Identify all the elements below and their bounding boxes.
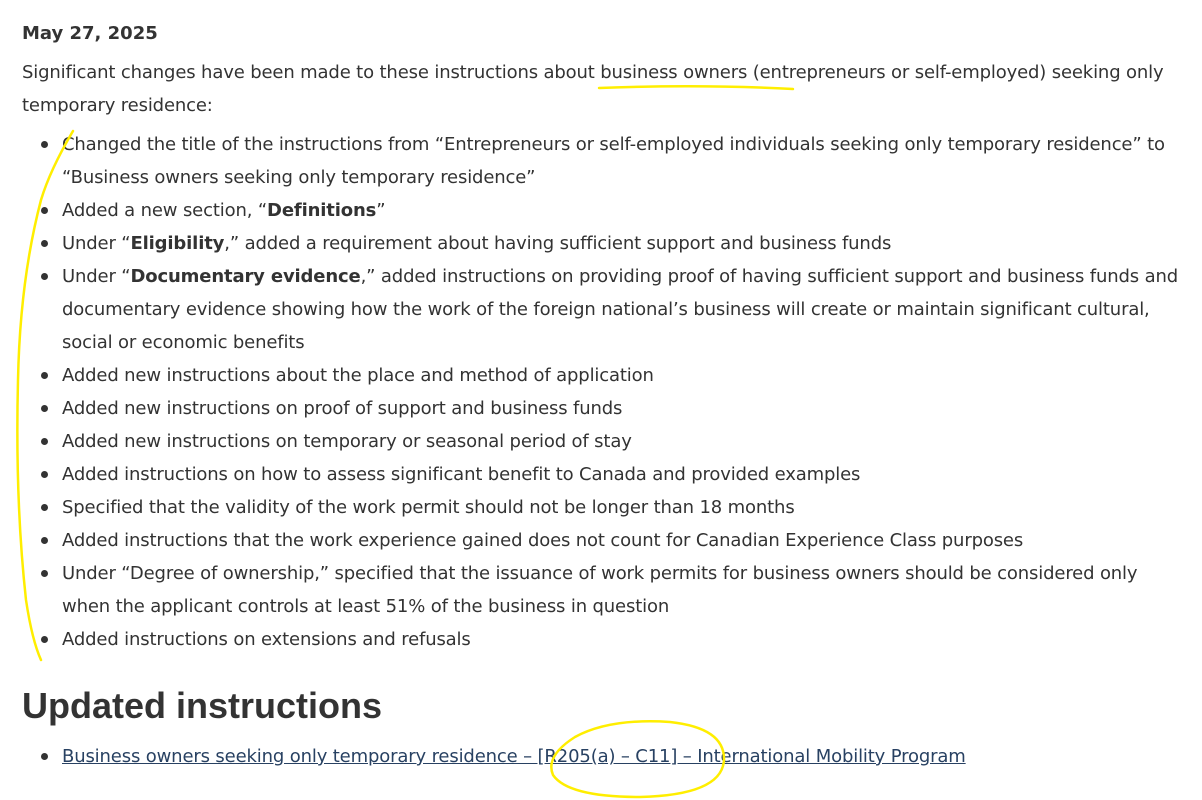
list-item: Under “Eligibility,” added a requirement about having sufficient support and business funds — [62, 227, 1182, 260]
list-item: Under “Degree of ownership,” specified that the issuance of work permits for business owners should be considered only when the applicant controls at least 51% of the business in question — [62, 557, 1182, 623]
list-item: Added new instructions about the place and method of application — [62, 359, 1182, 392]
list-item: Changed the title of the instructions from “Entrepreneurs or self-employed individuals seeking only temporary residence” to “Business owners seeking only temporary residence” — [62, 128, 1182, 194]
list-item: Added a new section, “Definitions” — [62, 194, 1182, 227]
publication-date: May 27, 2025 — [22, 23, 158, 44]
list-item: Specified that the validity of the work permit should not be longer than 18 months — [62, 491, 1182, 524]
intro-paragraph: Significant changes have been made to these instructions about business owners (entrepreneurs or self-employed) seeking only temporary residence: — [22, 62, 1164, 116]
updated-instructions-list — [22, 740, 1182, 773]
list-item: Added instructions on extensions and refusals — [62, 623, 1182, 656]
page-content — [22, 16, 1182, 773]
list-item: Added new instructions on proof of support and business funds — [62, 392, 1182, 425]
updated-instructions-heading: Updated instructions — [22, 685, 383, 726]
changes-list — [22, 128, 1182, 656]
list-item: Added new instructions on temporary or seasonal period of stay — [62, 425, 1182, 458]
list-item: Under “Documentary evidence,” added instructions on providing proof of having sufficient support and business funds and documentary evidence showing how the work of the foreign national’s business will create or maintain significant cultural, social or economic benefits — [62, 260, 1182, 359]
instructions-link[interactable]: Business owners seeking only temporary residence – [R205(a) – C11] – International Mobility Program — [62, 746, 966, 767]
list-item: Added instructions that the work experience gained does not count for Canadian Experience Class purposes — [62, 524, 1182, 557]
list-item — [62, 740, 1182, 773]
list-item: Added instructions on how to assess significant benefit to Canada and provided examples — [62, 458, 1182, 491]
